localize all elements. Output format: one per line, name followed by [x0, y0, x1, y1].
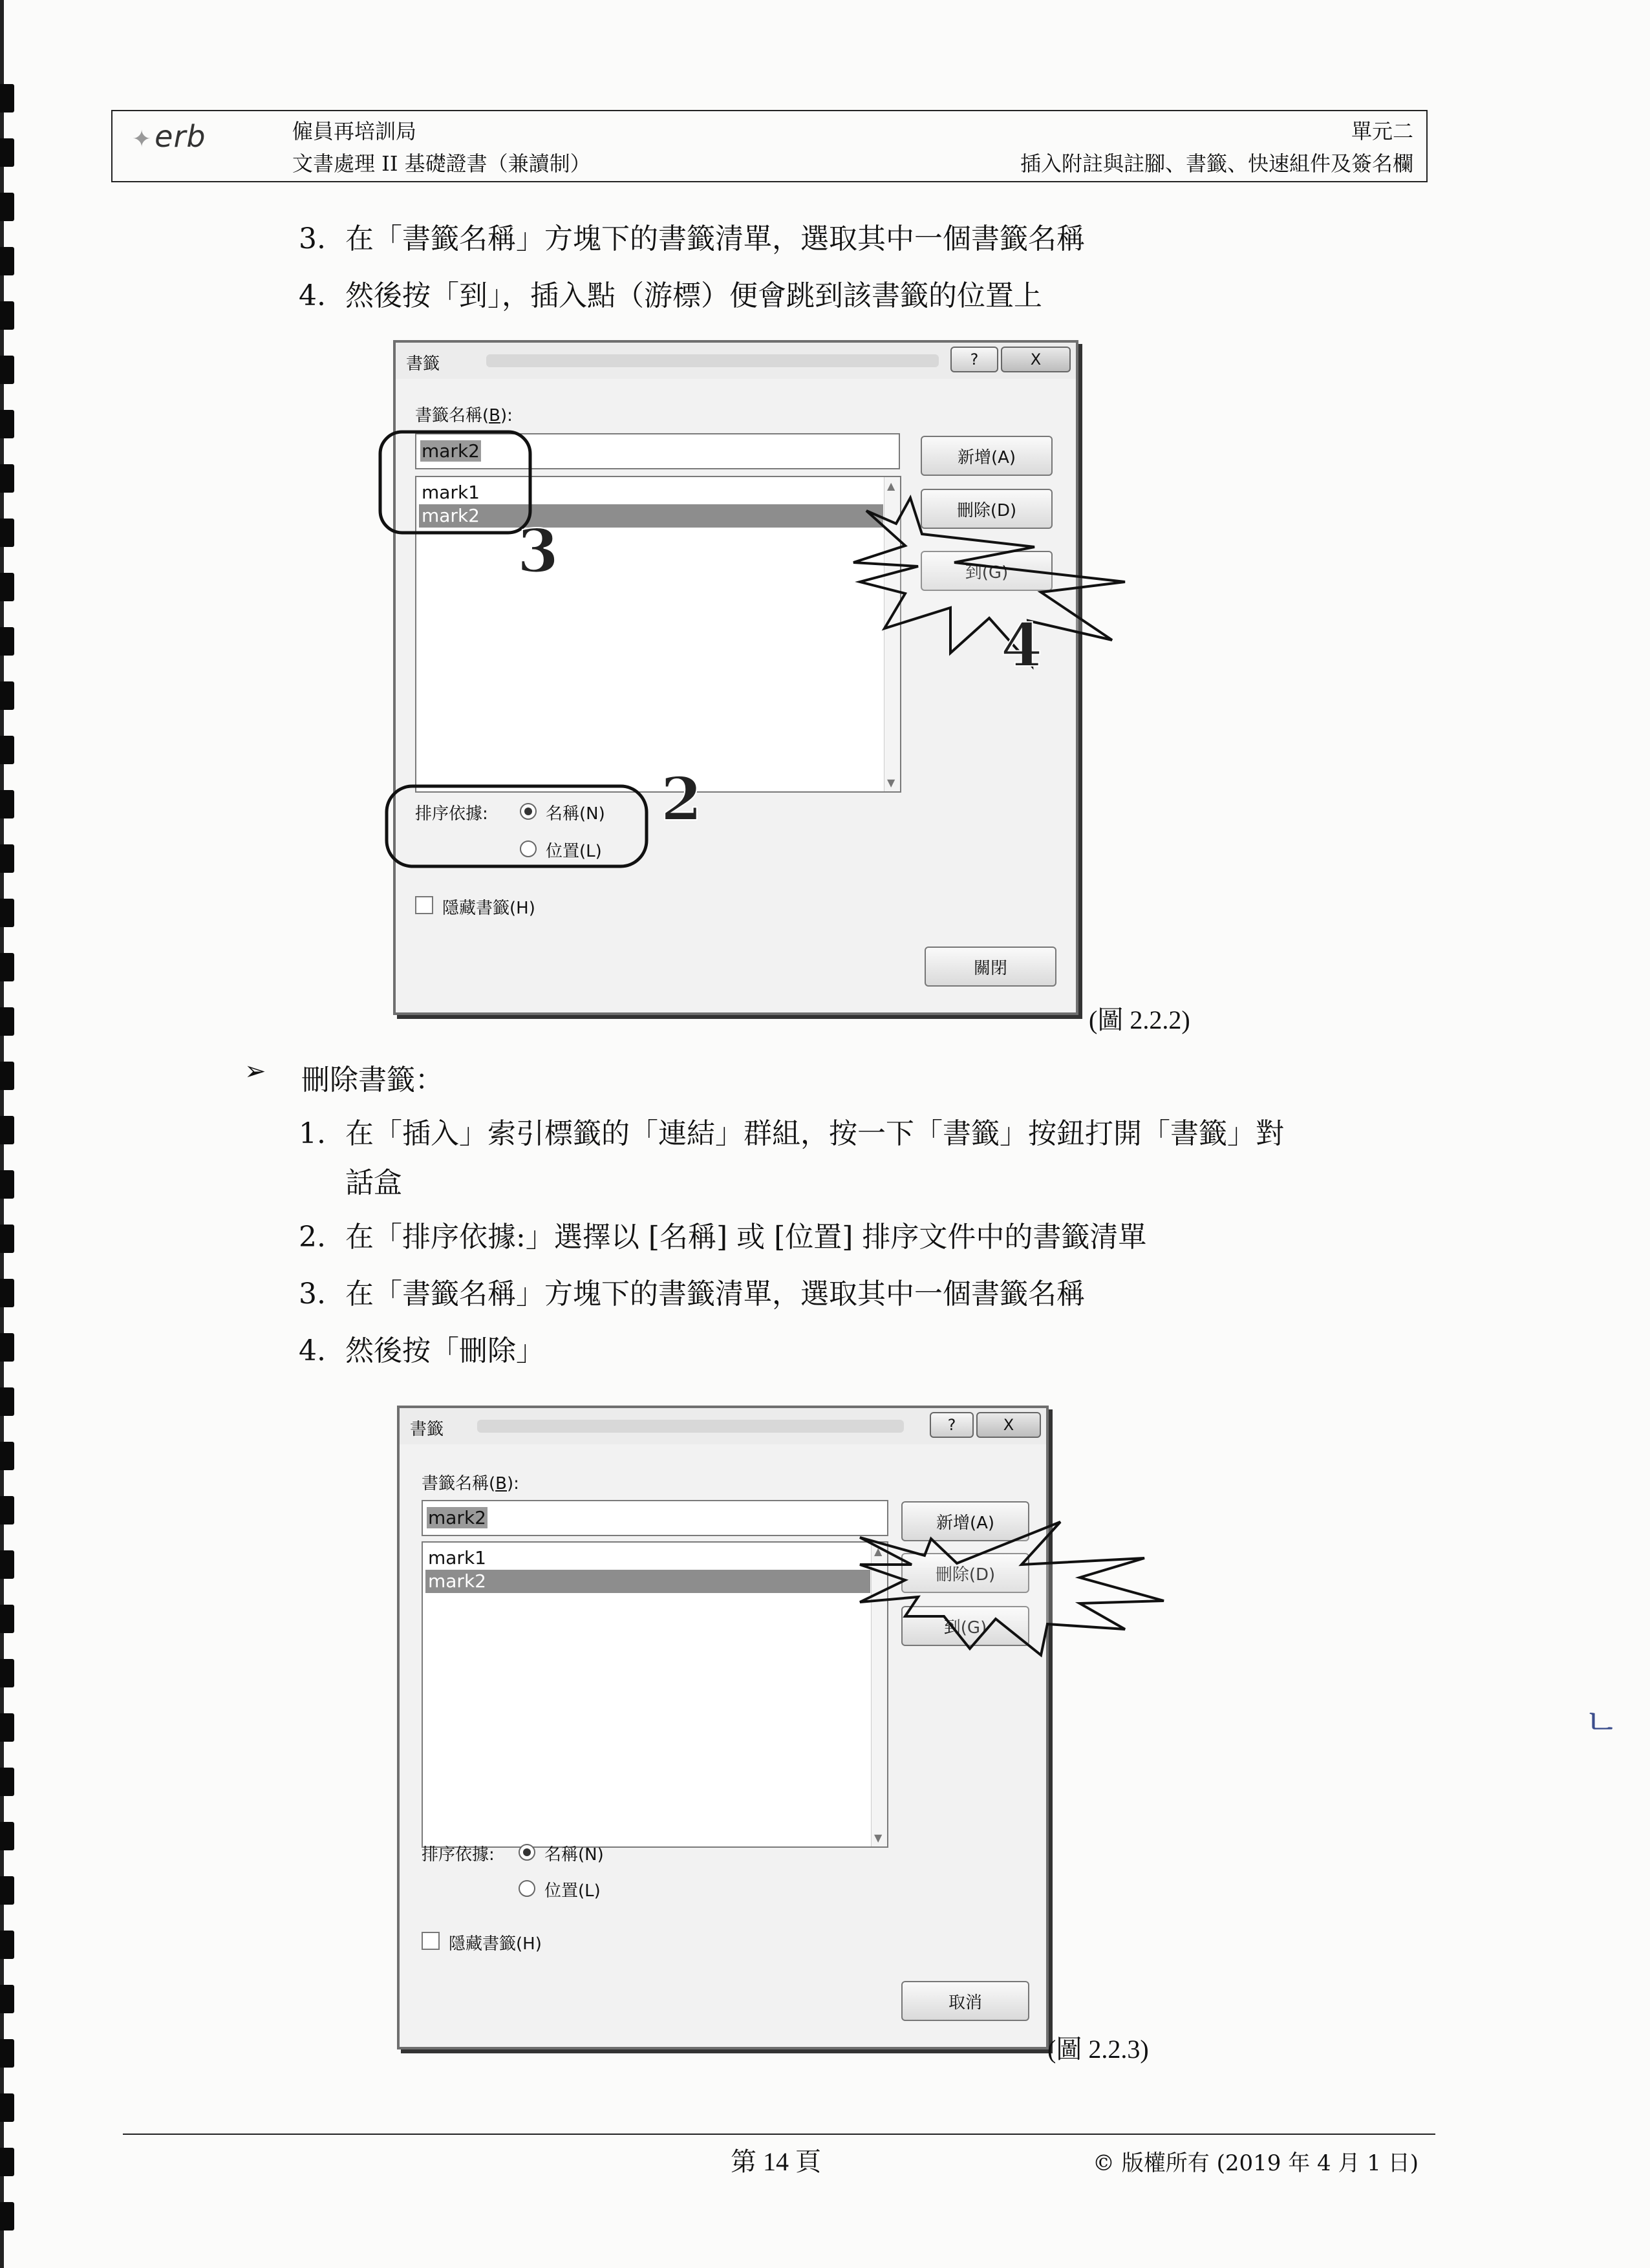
figure-caption-2: (圖 2.2.3) — [1047, 2035, 1149, 2064]
dialog-title: 書籤 — [410, 1420, 444, 1439]
help-button[interactable]: ? — [950, 347, 998, 372]
sort-label: 排序依據: — [415, 804, 488, 824]
figure-caption-1: (圖 2.2.2) — [1089, 1005, 1190, 1034]
delete-step-1: 1. 在「插入」索引標籤的「連結」群組，按一下「書籤」按鈕打開「書籤」對 — [299, 1117, 1284, 1150]
erb-logo: ✦erb — [132, 119, 206, 154]
close-icon[interactable]: X — [1001, 347, 1071, 372]
list-scrollbar[interactable]: ▲ ▼ — [871, 1543, 887, 1846]
dialog-title: 書籤 — [406, 354, 440, 374]
add-button[interactable]: 新增(A) — [901, 1501, 1029, 1541]
header-unit-title: 插入附註與註腳、書籤、快速組件及簽名欄 — [1020, 151, 1413, 176]
goto-step-4: 4. 然後按「到」，插入點（游標）便會跳到該書籤的位置上 — [299, 279, 1042, 312]
goto-button[interactable]: 到(G) — [901, 1606, 1029, 1646]
annotation-3: 3 — [517, 516, 559, 586]
footer-divider — [123, 2134, 1435, 2135]
starburst-delete — [860, 1522, 1164, 1655]
name-label: 書籤名稱(B): — [422, 1474, 519, 1493]
sort-name-label[interactable]: 名稱(N) — [546, 804, 605, 824]
sort-label: 排序依據: — [422, 1845, 495, 1865]
delete-button[interactable]: 刪除(D) — [921, 489, 1053, 529]
close-button[interactable]: 關閉 — [925, 947, 1056, 987]
sort-location-label[interactable]: 位置(L) — [546, 842, 602, 861]
header-unit: 單元二 — [1351, 119, 1413, 144]
goto-button[interactable]: 到(G) — [921, 551, 1053, 591]
delete-step-3: 3. 在「書籤名稱」方塊下的書籤清單，選取其中一個書籤名稱 — [299, 1278, 1085, 1311]
footer-page-number: 第 14 頁 — [731, 2147, 821, 2176]
delete-step-4: 4. 然後按「刪除」 — [299, 1334, 544, 1367]
delete-step-2: 2. 在「排序依據:」選擇以 [名稱] 或 [位置] 排序文件中的書籤清單 — [299, 1221, 1147, 1254]
header-org: 僱員再培訓局 — [292, 119, 417, 144]
annotation-2: 2 — [661, 764, 703, 834]
delete-heading: ➢ 刪除書籤： — [244, 1056, 444, 1097]
close-icon[interactable]: X — [976, 1412, 1041, 1438]
header-course: 文書處理 II 基礎證書（兼讀制） — [292, 151, 591, 176]
goto-step-3: 3. 在「書籤名稱」方塊下的書籤清單，選取其中一個書籤名稱 — [299, 222, 1085, 255]
add-button[interactable]: 新增(A) — [921, 436, 1053, 476]
hidden-bookmark-label[interactable]: 隱藏書籤(H) — [449, 1934, 542, 1954]
footer-copyright: © 版權所有 (2019 年 4 月 1 日) — [1093, 2150, 1419, 2176]
pen-mark: ㄴ — [1584, 1702, 1620, 1744]
list-item[interactable]: mark1 — [422, 482, 480, 503]
cancel-button[interactable]: 取消 — [901, 1981, 1029, 2021]
sort-name-label[interactable]: 名稱(N) — [544, 1845, 604, 1865]
list-item-selected[interactable]: mark2 — [425, 1570, 870, 1593]
delete-step-1-cont: 話盒 — [345, 1166, 402, 1199]
help-button[interactable]: ? — [930, 1412, 974, 1438]
list-scrollbar[interactable]: ▲ ▼ — [884, 477, 900, 791]
delete-button[interactable]: 刪除(D) — [901, 1553, 1029, 1593]
annotation-4: 4 — [1001, 610, 1043, 680]
name-label: 書籤名稱(B): — [415, 406, 513, 425]
hidden-bookmark-label[interactable]: 隱藏書籤(H) — [442, 899, 535, 918]
bookmark-name-input[interactable]: mark2 — [422, 1500, 888, 1536]
sort-location-label[interactable]: 位置(L) — [544, 1881, 601, 1901]
list-item[interactable]: mark1 — [428, 1547, 486, 1568]
bookmark-name-input[interactable]: mark2 — [415, 433, 900, 469]
list-item-selected[interactable]: mark2 — [419, 504, 883, 528]
